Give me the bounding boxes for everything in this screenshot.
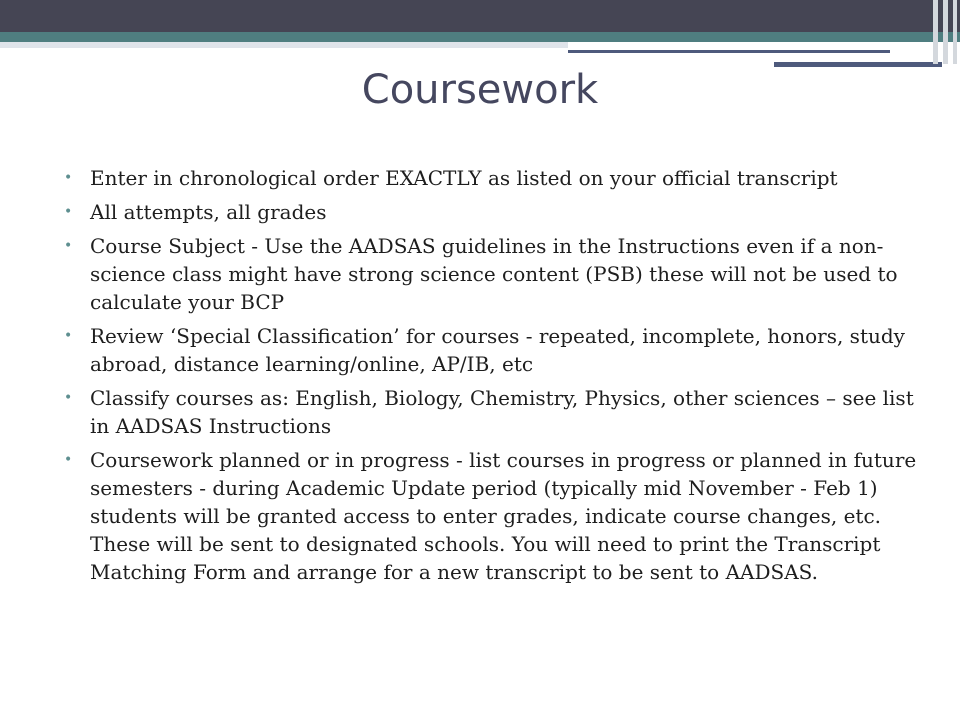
- bullet-list: [60, 164, 920, 592]
- bullet-item: [60, 384, 920, 440]
- slide-title: Coursework: [361, 67, 599, 113]
- bullet-text: Review ‘Special Classification’ for courses - repeated, incomplete, honors, study abroad, distance learning/online, AP/IB, etc: [90, 324, 905, 376]
- header-accent-band: [0, 32, 960, 42]
- bullet-text: Classify courses as: English, Biology, Chemistry, Physics, other sciences – see list in AADSAS Instructions: [90, 386, 914, 438]
- bullet-dot-icon: •: [64, 170, 73, 186]
- bullet-item: [60, 446, 920, 586]
- bullet-item: [60, 198, 920, 226]
- decorative-vertical-line: [933, 0, 938, 64]
- bullet-dot-icon: •: [64, 328, 73, 344]
- decorative-vertical-line: [943, 0, 948, 64]
- header-light-band: [0, 42, 568, 48]
- decorative-rule: [568, 50, 890, 53]
- bullet-item: [60, 232, 920, 316]
- bullet-dot-icon: •: [64, 390, 73, 406]
- bullet-text: Enter in chronological order EXACTLY as listed on your official transcript: [90, 166, 838, 190]
- bullet-dot-icon: •: [64, 452, 73, 468]
- bullet-item: [60, 164, 920, 192]
- bullet-text: Course Subject - Use the AADSAS guidelines in the Instructions even if a non-science class might have strong science content (PSB) these will not be used to calculate your BCP: [90, 234, 898, 314]
- bullet-dot-icon: •: [64, 238, 73, 254]
- bullet-dot-icon: •: [64, 204, 73, 220]
- bullet-item: [60, 322, 920, 378]
- bullet-text: All attempts, all grades: [90, 200, 327, 224]
- decorative-vertical-line: [953, 0, 957, 64]
- header-bar: [0, 0, 960, 32]
- bullet-text: Coursework planned or in progress - list courses in progress or planned in future semesters - during Academic Update period (typically mid November - Feb 1) students will be granted access to enter grades, indicate course changes, etc. These will be sent to designated schools. You will need to print the Transcript Matching Form and arrange for a new transcript to be sent to AADSAS.: [90, 448, 917, 584]
